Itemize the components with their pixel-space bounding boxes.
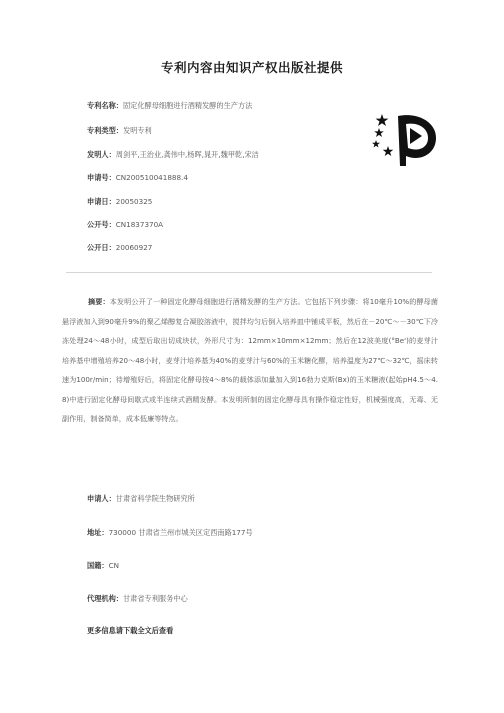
field-application-number [87,173,188,183]
section-divider [66,272,432,273]
field-value: 甘肃省科学院生物研究所 [115,494,195,503]
field-value: 730000 甘肃省兰州市城关区定西南路177号 [108,528,253,537]
field-label: 公开号： [87,220,116,229]
field-address [87,528,253,538]
field-value: 20060927 [115,243,153,252]
field-value: 发明专利 [122,126,152,135]
field-label: 地址： [87,528,109,537]
field-applicant [87,494,195,504]
field-country [87,561,119,571]
abstract-label: 摘要： [88,297,110,306]
field-value: 甘肃省专利服务中心 [122,594,188,603]
field-label: 申请日： [87,197,116,206]
field-patent-name [87,101,252,111]
field-label: 申请人： [87,494,116,503]
field-agency [87,594,188,604]
field-value: CN1837370A [115,220,164,229]
field-value: CN [108,561,119,570]
field-label: 代理机构： [87,594,123,603]
sipo-emblem-icon [372,110,442,170]
field-value: 周剑平,王治业,龚伟中,杨晖,晁开,魏甲乾,宋洁 [115,150,259,159]
field-label: 申请号： [87,173,116,182]
abstract-paragraph [62,292,438,429]
field-value: CN200510041888.4 [115,173,188,182]
field-label: 国籍： [87,561,109,570]
field-label: 发明人： [87,150,116,159]
field-label: 专利名称： [87,101,123,110]
field-inventors [87,150,259,160]
field-publication-date [87,243,152,253]
field-patent-type [87,126,152,136]
field-application-date [87,197,152,207]
field-label: 专利类型： [87,126,123,135]
field-publication-number [87,220,163,230]
page-title: 专利内容由知识产权出版社提供 [160,60,343,75]
field-value: 20050325 [115,197,153,206]
field-label: 公开日： [87,243,116,252]
abstract-text: 本发明公开了一种固定化酵母细胞进行酒精发酵的生产方法。它包括下列步骤：将10毫升10%的酵母菌悬浮液加入到90毫升9%的聚乙烯醇复合凝胶溶液中，搅拌均匀后倒入培养皿中铺成平板，然后在－20℃～－30℃下冷冻处理24～48小时，成型后取出切成块状，外形尺寸为：12mm×10mm×12mm；然后在12波美度(°Be')的麦芽汁培养基中增殖培养20～48小时，麦芽汁培养基为40%的麦芽汁与60%的玉米糖化醪，培养温度为27℃～32℃，摇床转速为100r/min；待增殖好后，将固定化酵母按4～8%的载体添加量加入到16勃力克斯(Bx)的玉米糖液(起始pH4.5～4.8)中进行固定化酵母间歇式或半连续式酒精发酵。本发明所制的固定化酵母具有操作稳定性好，机械强度高，无毒、无副作用，制备简单，成本低廉等特点。 [62,297,438,423]
field-value: 固定化酵母细胞进行酒精发酵的生产方法 [122,101,253,110]
more-info-link[interactable]: 更多信息请下载全文后查看 [87,626,174,635]
